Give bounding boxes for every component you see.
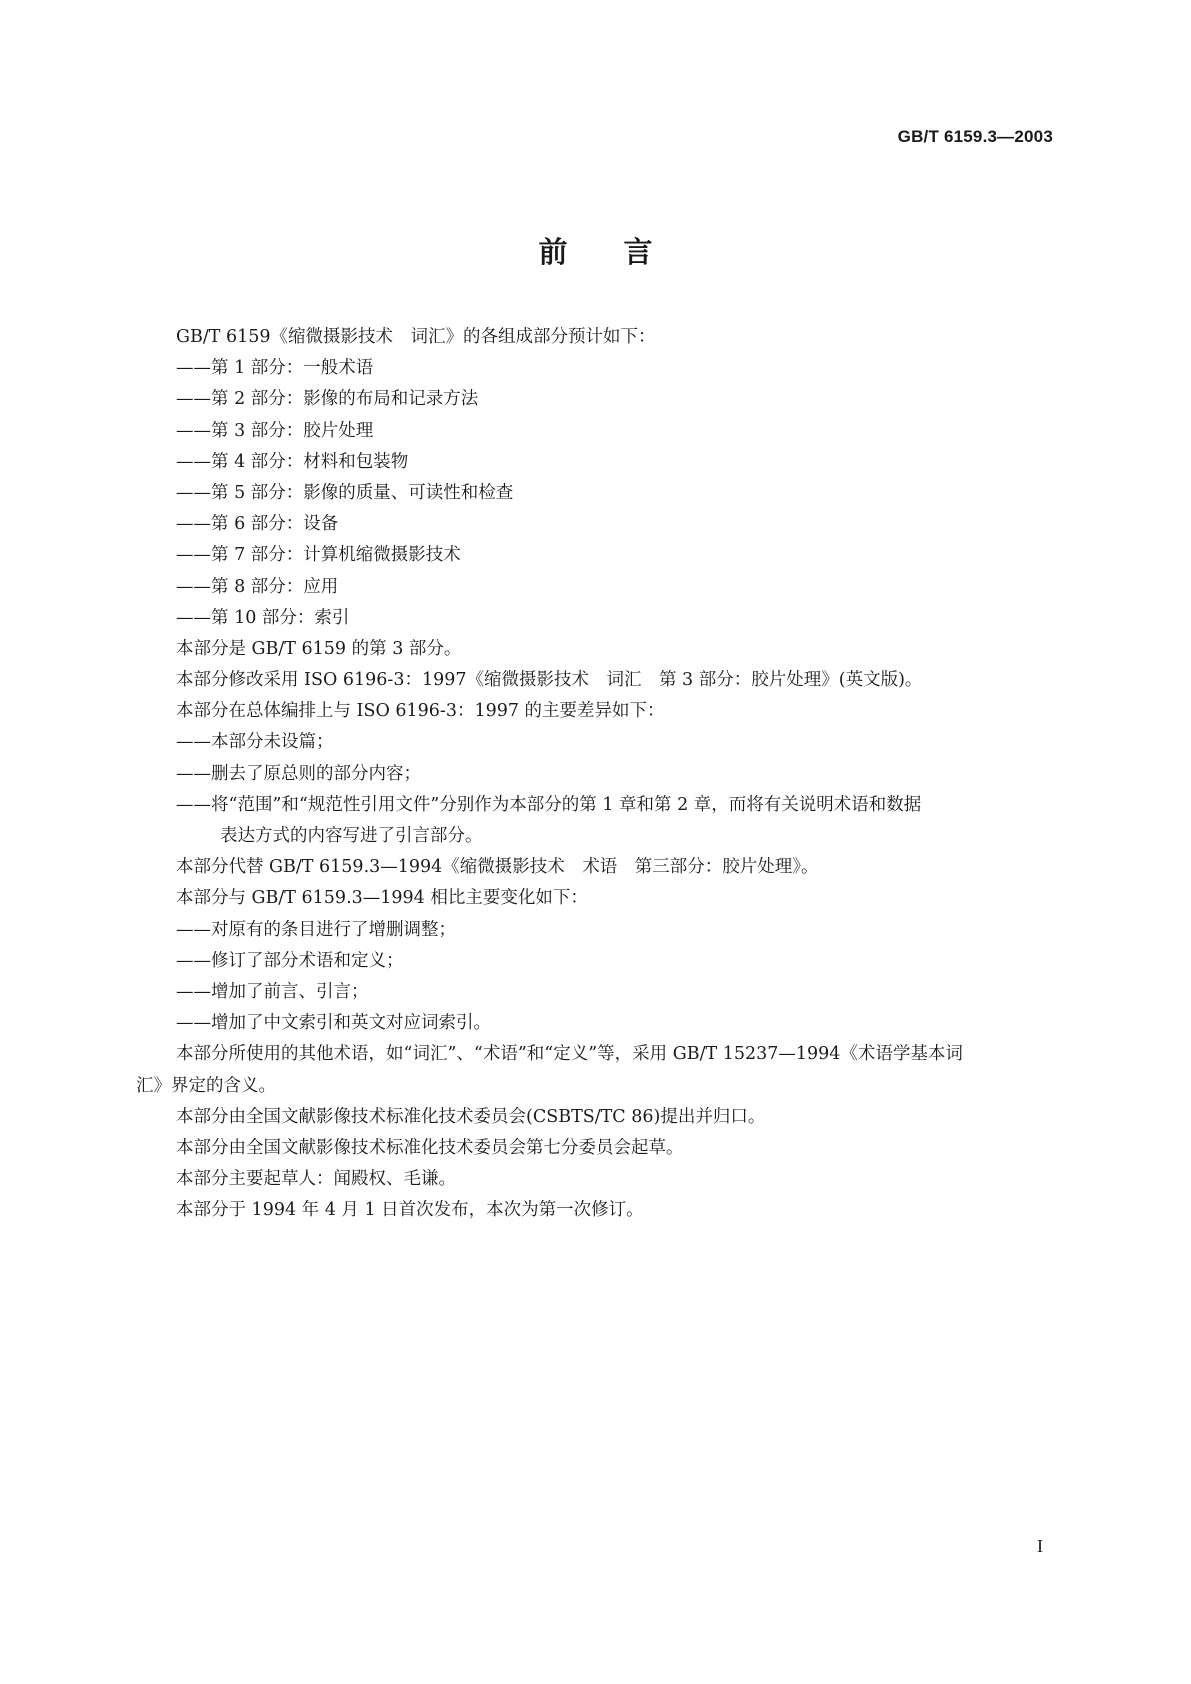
paragraph-line: 本部分与 GB/T 6159.3—1994 相比主要变化如下：: [176, 888, 588, 909]
list-item: ——删去了原总则的部分内容；: [176, 763, 421, 784]
document-code: GB/T 6159.3—2003: [897, 127, 1053, 146]
foreword-body: [136, 322, 1056, 1226]
list-item: ——修订了部分术语和定义；: [176, 950, 404, 971]
paragraph-line: GB/T 6159《缩微摄影技术 词汇》的各组成部分预计如下：: [176, 327, 656, 347]
paragraph-line: 本部分是 GB/T 6159 的第 3 部分。: [176, 638, 462, 659]
list-item-continuation: 表达方式的内容写进了引言部分。: [220, 826, 483, 846]
list-item: ——第 8 部分：应用: [176, 576, 339, 597]
list-item: ——对原有的条目进行了增删调整；: [176, 919, 456, 940]
list-item: ——第 6 部分：设备: [176, 514, 339, 535]
paragraph-line: 本部分由全国文献影像技术标准化技术委员会第七分委员会起草。: [176, 1137, 684, 1158]
list-item: ——将“范围”和“规范性引用文件”分别作为本部分的第 1 章和第 2 章，而将有关说明术语和数据: [176, 794, 922, 815]
paragraph-line: 本部分修改采用 ISO 6196-3：1997《缩微摄影技术 词汇 第 3 部分：胶片处理》(英文版)。: [176, 670, 923, 691]
list-item: ——第 5 部分：影像的质量、可读性和检查: [176, 482, 514, 503]
list-item: ——增加了前言、引言；: [176, 981, 369, 1002]
paragraph-line: 本部分代替 GB/T 6159.3—1994《缩微摄影技术 术语 第三部分：胶片处理》。: [176, 857, 819, 878]
page-number: I: [1037, 1536, 1043, 1556]
list-item: ——增加了中文索引和英文对应词索引。: [176, 1013, 491, 1034]
list-item: ——第 4 部分：材料和包装物: [176, 451, 409, 472]
paragraph-line: 本部分于 1994 年 4 月 1 日首次发布，本次为第一次修订。: [176, 1200, 644, 1221]
page-title: 前言: [538, 235, 709, 269]
paragraph-line: 本部分主要起草人：闻殿权、毛谦。: [176, 1169, 456, 1190]
paragraph-line-continuation: 汇》界定的含义。: [136, 1075, 276, 1096]
list-item: ——第 3 部分：胶片处理: [176, 420, 374, 441]
list-item: ——本部分未设篇；: [176, 732, 334, 753]
paragraph-line: 本部分由全国文献影像技术标准化技术委员会(CSBTS/TC 86)提出并归口。: [176, 1106, 766, 1127]
paragraph-line: 本部分在总体编排上与 ISO 6196-3：1997 的主要差异如下：: [176, 701, 665, 722]
list-item: ——第 1 部分：一般术语: [176, 358, 374, 379]
list-item: ——第 7 部分：计算机缩微摄影技术: [176, 545, 461, 566]
list-item: ——第 10 部分：索引: [176, 607, 350, 628]
paragraph-line: 本部分所使用的其他术语，如“词汇”、“术语”和“定义”等，采用 GB/T 15237—1994《术语学基本词: [176, 1044, 963, 1065]
list-item: ——第 2 部分：影像的布局和记录方法: [176, 389, 479, 410]
